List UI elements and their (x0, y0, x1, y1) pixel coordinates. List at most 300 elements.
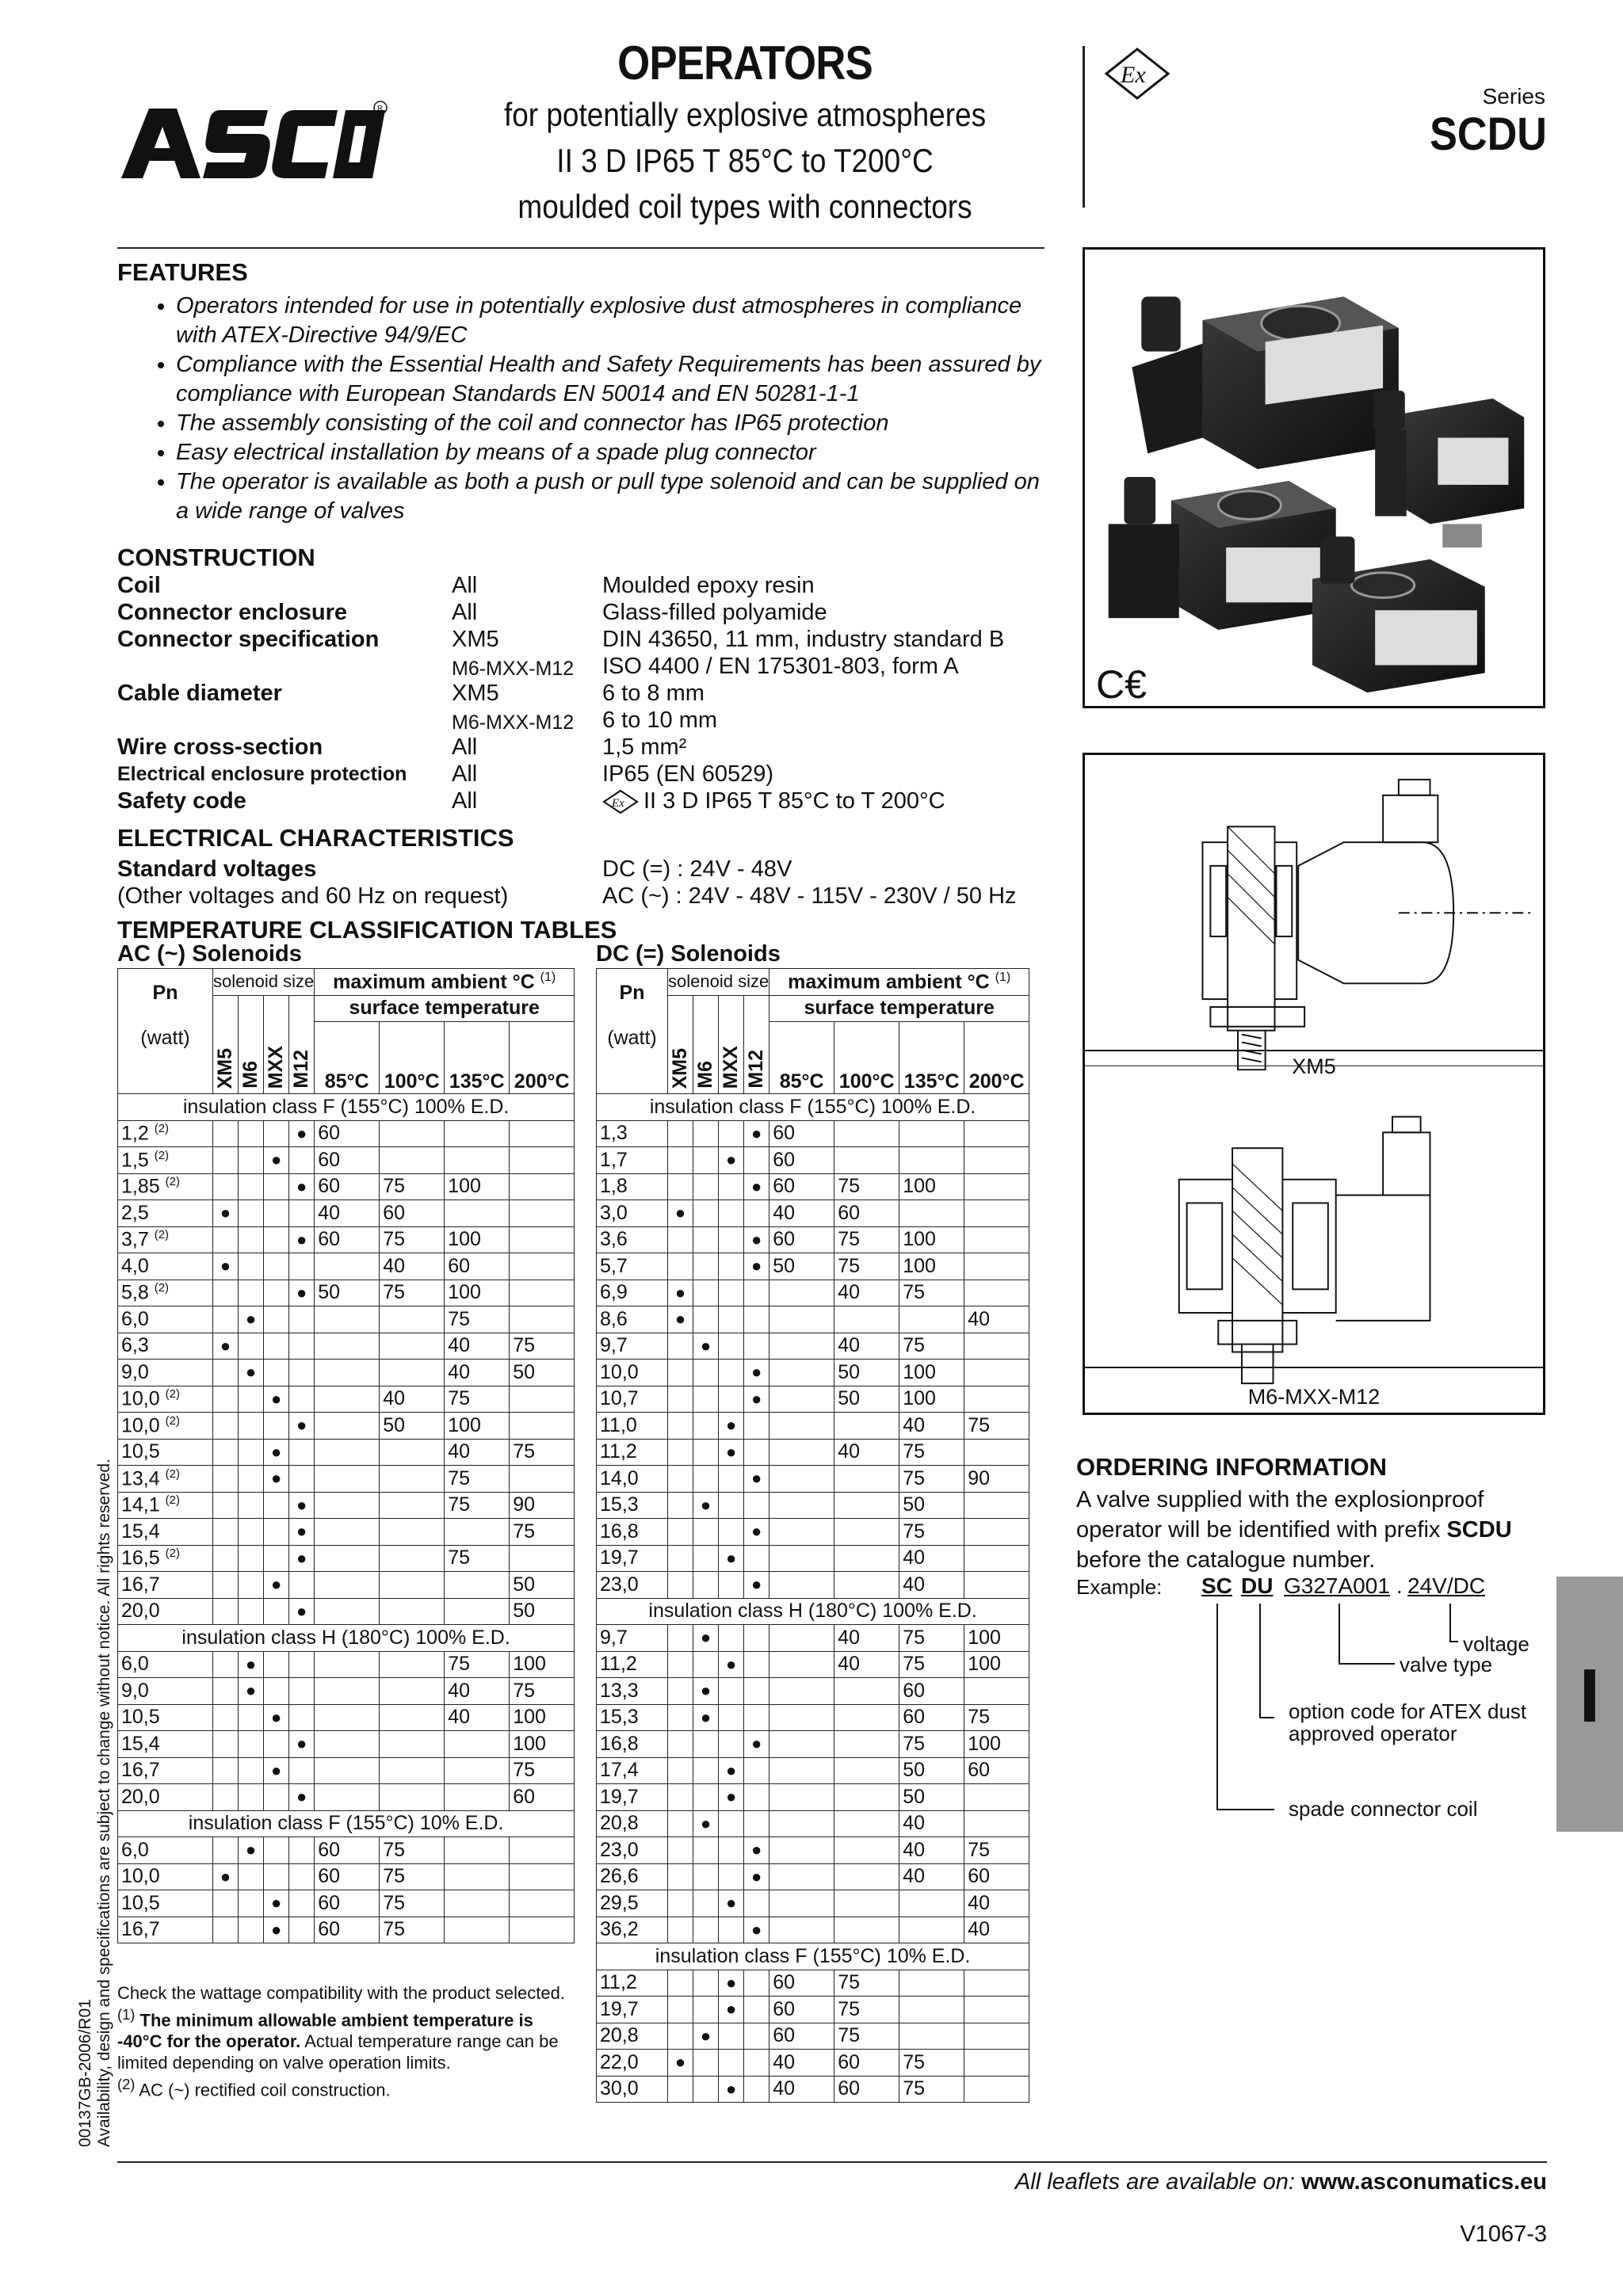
watt-header: (watt) (607, 1027, 657, 1049)
ac-solenoids-heading: AC (~) Solenoids (117, 941, 302, 967)
table-row (597, 2050, 1029, 2077)
size-header-cell (289, 995, 315, 1094)
size-cell (693, 1386, 719, 1413)
size-marker-dot: ● (725, 1415, 737, 1436)
temp-value: 100 (964, 1625, 1029, 1652)
size-cell (693, 1572, 719, 1599)
pn-cell (118, 1837, 213, 1864)
construction-type: M6-MXX-M12 (452, 658, 575, 680)
footer-rule (117, 2161, 1547, 2163)
size-cell (239, 1784, 264, 1811)
insulation-band: insulation class F (155°C) 10% E.D. (597, 1943, 1029, 1970)
size-cell (213, 1837, 239, 1864)
size-cell (719, 1810, 744, 1837)
size-cell (289, 1147, 315, 1174)
table-row (118, 1173, 575, 1200)
size-marker-dot: ● (751, 1733, 762, 1754)
pn-cell (118, 1147, 213, 1174)
size-cell (719, 1731, 744, 1758)
table-row (118, 1280, 575, 1306)
pn-cell (597, 1997, 668, 2023)
pn-cell (597, 1386, 668, 1413)
temp-value (964, 1572, 1029, 1599)
size-cell (744, 1731, 769, 1758)
pn-value: 11,2 (600, 1971, 637, 1994)
pn-note: (2) (165, 1547, 180, 1561)
size-cell (264, 1173, 289, 1200)
pn-value: 13,4 (121, 1466, 160, 1489)
size-cell (744, 1917, 769, 1943)
temp-value: 100 (899, 1173, 964, 1200)
construction-label: Connector specification (117, 627, 380, 652)
pn-cell (597, 1837, 668, 1864)
temp-value (510, 1386, 575, 1413)
table-row (118, 1492, 575, 1519)
m6-mxx-m12-label: M6-MXX-M12 (1247, 1385, 1381, 1409)
size-cell (668, 1492, 693, 1519)
size-cell (693, 1651, 719, 1678)
side-disclaimer (76, 1459, 113, 2147)
pn-cell (597, 2050, 668, 2077)
temp-value (964, 1333, 1029, 1360)
temp-value: 40 (445, 1333, 510, 1360)
size-marker-dot: ● (296, 1282, 307, 1302)
size-cell (668, 1386, 693, 1413)
size-marker-dot: ● (296, 1229, 307, 1249)
note-2-text: AC (~) rectified coil construction. (139, 2080, 391, 2100)
temp-value (964, 1997, 1029, 2023)
temp-value: 75 (834, 2023, 899, 2050)
temp-value (315, 1545, 380, 1572)
pn-value: 10,7 (600, 1387, 639, 1410)
size-cell (719, 1360, 744, 1386)
temp-value: 40 (445, 1439, 510, 1466)
pn-value: 9,0 (121, 1679, 149, 1702)
size-marker-dot: ● (725, 1787, 737, 1807)
size-cell (213, 1200, 239, 1227)
temp-value (899, 1970, 964, 1997)
pn-value: 1,7 (600, 1148, 628, 1171)
temp-value (834, 1757, 899, 1784)
size-cell (693, 1492, 719, 1519)
table-row (118, 1651, 575, 1678)
pn-note: (2) (165, 1387, 180, 1402)
temp-value (964, 1253, 1029, 1280)
temp-tables-heading: TEMPERATURE CLASSIFICATION TABLES (117, 916, 617, 944)
temp-value (380, 1784, 445, 1811)
temp-value: 60 (769, 2023, 834, 2050)
temp-value (964, 1280, 1029, 1306)
size-cell (213, 1253, 239, 1280)
table-row (118, 1545, 575, 1572)
temp-value (964, 2023, 1029, 2050)
size-cell (264, 1413, 289, 1440)
example-sc: SC (1201, 1573, 1232, 1598)
size-marker-dot: ● (725, 1653, 737, 1674)
size-cell (239, 1439, 264, 1466)
feature-item: • Operators intended for use in potentially explosive dust atmospheres in compliance with ATEX-Directive 94/9/EC (176, 292, 1044, 350)
pn-cell (597, 1970, 668, 1997)
size-marker-dot: ● (270, 1441, 282, 1462)
size-cell (668, 1226, 693, 1253)
size-cell (668, 1810, 693, 1837)
temp-value: 75 (834, 1173, 899, 1200)
table-row (597, 1678, 1029, 1705)
temp-value (510, 1545, 575, 1572)
temp-value: 40 (834, 1439, 899, 1466)
size-marker-dot: ● (751, 1176, 762, 1196)
temp-value: 40 (769, 1200, 834, 1227)
construction-label: Coil (117, 573, 161, 598)
size-cell (239, 1466, 264, 1493)
size-cell (744, 1572, 769, 1599)
temp-value: 75 (964, 1413, 1029, 1440)
temp-value (315, 1439, 380, 1466)
pn-value: 26,6 (600, 1865, 639, 1888)
note-1-bold: The minimum allowable ambient temperature is -40°C for the operator. (117, 2010, 533, 2052)
ordering-text-2: before the catalogue number. (1076, 1547, 1376, 1573)
size-cell (719, 2023, 744, 2050)
temp-value (315, 1572, 380, 1599)
temp-value (769, 1731, 834, 1758)
temp-value: 100 (445, 1226, 510, 1253)
size-cell (668, 1704, 693, 1731)
temp-value (834, 1545, 899, 1572)
size-cell (213, 1120, 239, 1147)
temp-value: 75 (899, 1651, 964, 1678)
size-cell (264, 1917, 289, 1943)
size-cell (744, 1413, 769, 1440)
temp-value (315, 1519, 380, 1546)
size-cell (239, 1492, 264, 1519)
pn-cell (118, 1731, 213, 1758)
temp-value (380, 1439, 445, 1466)
pn-value: 1,2 (121, 1122, 149, 1145)
temp-value (315, 1784, 380, 1811)
size-cell (719, 1492, 744, 1519)
pn-value: 6,0 (121, 1653, 149, 1676)
size-cell (693, 1466, 719, 1493)
size-cell (693, 1200, 719, 1227)
temp-value (769, 1837, 834, 1864)
size-cell (693, 1439, 719, 1466)
size-cell (719, 1439, 744, 1466)
surface-temp-header: surface temperature (315, 995, 575, 1022)
size-marker-dot: ● (245, 1840, 257, 1860)
size-cell (693, 1970, 719, 1997)
size-cell (289, 1598, 315, 1625)
pn-value: 5,8 (121, 1281, 149, 1304)
svg-text:R: R (377, 105, 384, 113)
construction-type: XM5 (452, 627, 499, 652)
table-row (118, 1572, 575, 1599)
temp-value (834, 1147, 899, 1174)
size-cell (289, 1333, 315, 1360)
temp-value (964, 1226, 1029, 1253)
size-cell (693, 1413, 719, 1440)
temp-header: 100°C (380, 1022, 445, 1094)
temp-value: 75 (445, 1466, 510, 1493)
temp-value: 60 (380, 1200, 445, 1227)
pn-cell (597, 1492, 668, 1519)
temp-value (769, 1678, 834, 1705)
pn-cell (118, 1200, 213, 1227)
size-cell (693, 1917, 719, 1943)
temp-header: 85°C (769, 1022, 834, 1094)
size-cell (744, 1810, 769, 1837)
pn-cell (597, 1625, 668, 1652)
feature-item: • The operator is available as both a push or pull type solenoid and can be supplied on a wide range of valves (176, 467, 1044, 526)
table-row (597, 1651, 1029, 1678)
temp-value: 40 (445, 1678, 510, 1705)
construction-value: IP65 (EN 60529) (602, 761, 774, 787)
temp-value (964, 1147, 1029, 1174)
temp-value (964, 2076, 1029, 2103)
size-cell (289, 1837, 315, 1864)
size-cell (668, 1147, 693, 1174)
table-row (118, 1678, 575, 1705)
size-marker-dot: ● (296, 1787, 307, 1807)
pn-value: 16,8 (600, 1732, 639, 1755)
temp-value: 40 (769, 2050, 834, 2077)
temp-value: 100 (445, 1280, 510, 1306)
size-cell (264, 1253, 289, 1280)
pn-value: 9,7 (600, 1626, 628, 1649)
size-cell (744, 1890, 769, 1917)
pn-value: 6,9 (600, 1281, 628, 1304)
temp-value (769, 1280, 834, 1306)
pn-cell (118, 1757, 213, 1784)
pn-note: (2) (165, 1493, 180, 1508)
temp-value (380, 1492, 445, 1519)
table-row (118, 1837, 575, 1864)
pn-cell (118, 1598, 213, 1625)
temp-value (899, 1120, 964, 1147)
size-marker-dot: ● (751, 1866, 762, 1886)
size-cell (239, 1704, 264, 1731)
pn-cell (118, 1439, 213, 1466)
size-cell (744, 1173, 769, 1200)
table-row (118, 1306, 575, 1333)
temp-value (380, 1757, 445, 1784)
temp-value: 60 (834, 2076, 899, 2103)
size-cell (719, 1784, 744, 1811)
size-cell (289, 1386, 315, 1413)
size-cell (264, 1466, 289, 1493)
size-cell (289, 1917, 315, 1943)
temp-value: 90 (964, 1466, 1029, 1493)
page-subtitle-1: for potentially explosive atmospheres (503, 96, 987, 133)
temp-value (964, 1439, 1029, 1466)
pn-value: 16,7 (121, 1759, 160, 1782)
size-cell (213, 1598, 239, 1625)
technical-drawings (1083, 753, 1545, 1415)
table-row (597, 1970, 1029, 1997)
size-cell (744, 1625, 769, 1652)
temp-value: 75 (834, 1226, 899, 1253)
temp-value: 50 (899, 1757, 964, 1784)
size-cell (693, 1997, 719, 2023)
pn-cell (118, 1704, 213, 1731)
pn-cell (597, 1253, 668, 1280)
max-ambient-header: maximum ambient °C (333, 970, 535, 993)
size-cell (239, 1651, 264, 1678)
size-cell (213, 1545, 239, 1572)
size-cell (239, 1519, 264, 1546)
temp-header: 200°C (964, 1022, 1029, 1094)
construction-type: All (452, 734, 478, 760)
temp-value (510, 1306, 575, 1333)
size-marker-dot: ● (270, 1388, 282, 1409)
temp-value: 60 (315, 1147, 380, 1174)
pn-value: 11,0 (600, 1413, 637, 1436)
pn-value: 10,0 (600, 1360, 639, 1383)
ordering-heading: ORDERING INFORMATION (1076, 1453, 1388, 1481)
temp-value (380, 1651, 445, 1678)
size-cell (213, 1147, 239, 1174)
size-cell (239, 1837, 264, 1864)
size-cell (693, 1784, 719, 1811)
side-rights-text: Availability, design and specifications are subject to change without notice. All rights reserved. (95, 1459, 113, 2147)
footer-url[interactable]: www.asconumatics.eu (1301, 2169, 1547, 2195)
size-header-m12: M12 (290, 1050, 313, 1089)
size-cell (264, 1360, 289, 1386)
table-row (597, 1997, 1029, 2023)
table-row (118, 1253, 575, 1280)
size-cell (744, 1306, 769, 1333)
pn-value: 3,6 (600, 1228, 628, 1251)
table-row (118, 1200, 575, 1227)
table-row (118, 1413, 575, 1440)
size-cell (744, 1545, 769, 1572)
temp-value: 60 (315, 1890, 380, 1917)
size-cell (213, 1917, 239, 1943)
temp-value: 75 (380, 1226, 445, 1253)
size-cell (693, 2023, 719, 2050)
temp-value: 40 (964, 1917, 1029, 1943)
pn-cell (597, 1917, 668, 1943)
temp-value: 75 (510, 1678, 575, 1705)
size-cell (289, 1890, 315, 1917)
temp-value: 60 (315, 1863, 380, 1890)
size-cell (289, 1784, 315, 1811)
pn-cell (118, 1306, 213, 1333)
temp-value (964, 1678, 1029, 1705)
temp-value (445, 1863, 510, 1890)
size-cell (719, 1997, 744, 2023)
pn-cell (118, 1413, 213, 1440)
temp-value (769, 1757, 834, 1784)
pn-value: 17,4 (600, 1759, 639, 1782)
size-cell (744, 1863, 769, 1890)
temp-value: 60 (315, 1917, 380, 1943)
size-cell (289, 1678, 315, 1705)
table-row (597, 1439, 1029, 1466)
temp-value (964, 1545, 1029, 1572)
size-cell (264, 1545, 289, 1572)
pn-value: 6,0 (121, 1838, 149, 1861)
size-cell (213, 1413, 239, 1440)
page-subtitle-3: moulded coil types with connectors (517, 188, 972, 225)
temp-value: 75 (899, 1439, 964, 1466)
temp-value: 100 (445, 1173, 510, 1200)
xm5-drawing (1085, 755, 1543, 1413)
size-marker-dot: ● (220, 1203, 231, 1223)
size-cell (213, 1784, 239, 1811)
size-cell (239, 1731, 264, 1758)
max-ambient-note: (1) (540, 970, 556, 984)
size-cell (264, 1704, 289, 1731)
table-row (597, 1120, 1029, 1147)
temp-value (445, 1147, 510, 1174)
pn-value: 11,2 (600, 1440, 637, 1463)
size-cell (744, 1439, 769, 1466)
size-marker-dot: ● (296, 1176, 307, 1196)
temp-value (380, 1704, 445, 1731)
size-cell (668, 1545, 693, 1572)
size-cell (719, 1917, 744, 1943)
size-marker-dot: ● (725, 1547, 737, 1568)
size-cell (289, 1757, 315, 1784)
size-cell (719, 1333, 744, 1360)
size-cell (719, 1120, 744, 1147)
temp-value (315, 1678, 380, 1705)
pn-cell (597, 1863, 668, 1890)
temp-value (315, 1651, 380, 1678)
size-cell (744, 1997, 769, 2023)
temp-value: 75 (380, 1890, 445, 1917)
size-marker-dot: ● (220, 1335, 231, 1356)
temp-value (834, 1120, 899, 1147)
size-cell (693, 1704, 719, 1731)
header-title-block (444, 35, 1046, 230)
table-row (597, 1147, 1029, 1174)
temp-value: 50 (510, 1598, 575, 1625)
temp-value (964, 1810, 1029, 1837)
size-cell (264, 1678, 289, 1705)
dc-temperature-table (596, 968, 1029, 2103)
size-cell (719, 2076, 744, 2103)
pn-value: 14,0 (600, 1466, 639, 1489)
construction-value: 1,5 mm² (602, 734, 687, 760)
temp-value (964, 1173, 1029, 1200)
pn-value: 10,0 (121, 1865, 160, 1888)
pn-value: 16,7 (121, 1573, 160, 1596)
size-cell (289, 1492, 315, 1519)
pn-value: 9,0 (121, 1360, 149, 1383)
example-voltage: 24V/DC (1407, 1573, 1486, 1598)
pn-cell (597, 1678, 668, 1705)
size-marker-dot: ● (751, 1840, 762, 1860)
pn-value: 29,5 (600, 1891, 639, 1914)
temp-value: 100 (964, 1651, 1029, 1678)
temp-value (769, 1439, 834, 1466)
temp-value: 50 (899, 1492, 964, 1519)
temp-value: 60 (510, 1784, 575, 1811)
size-cell (264, 1492, 289, 1519)
construction-value: 6 to 8 mm (602, 681, 705, 706)
pn-cell (597, 1572, 668, 1599)
construction-label: Electrical enclosure protection (117, 763, 407, 785)
pn-note: (2) (165, 1466, 180, 1481)
table-row (597, 1466, 1029, 1493)
temp-value (510, 1280, 575, 1306)
size-cell (668, 1997, 693, 2023)
temp-value: 75 (510, 1519, 575, 1546)
drawing-divider-top (1085, 1050, 1543, 1051)
temp-value (769, 1360, 834, 1386)
temp-value: 60 (769, 1120, 834, 1147)
